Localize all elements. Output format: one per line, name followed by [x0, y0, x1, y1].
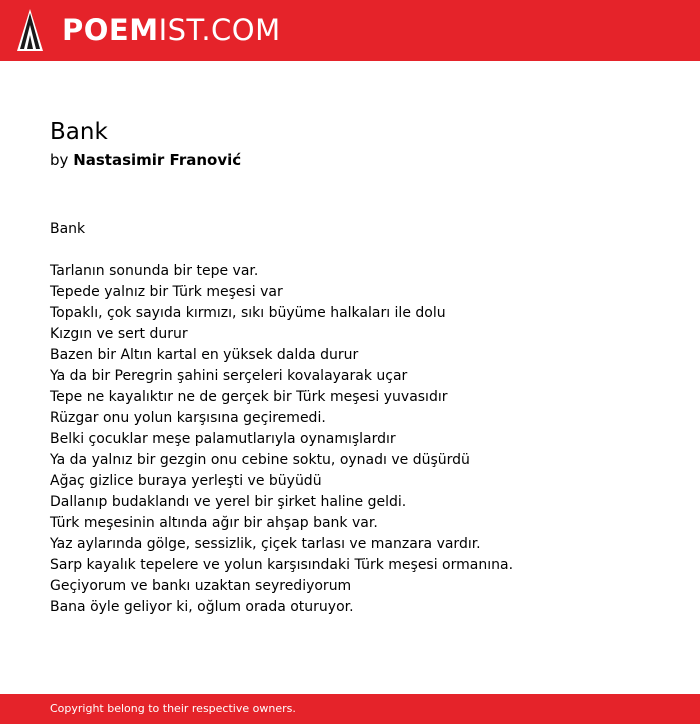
- poem-byline: [50, 150, 241, 170]
- site-header: [0, 0, 700, 61]
- poem-line: Belki çocuklar meşe palamutlarıyla oynamışlardır: [50, 431, 396, 447]
- poem-line: Yaz aylarında gölge, sessizlik, çiçek tarlası ve manzara vardır.: [50, 536, 481, 552]
- poem-heading: Bank: [50, 221, 86, 237]
- poem-line: Bana öyle geliyor ki, oğlum orada oturuyor.: [50, 599, 354, 615]
- poem-line: Tarlanın sonunda bir tepe var.: [50, 263, 259, 279]
- poem-line: Tepede yalnız bir Türk meşesi var: [50, 284, 283, 300]
- poem-line: Tepe ne kayalıktır ne de gerçek bir Türk meşesi yuvasıdır: [50, 389, 448, 405]
- copyright-text: Copyright belong to their respective owners.: [50, 702, 296, 715]
- poem-line: Ya da yalnız bir gezgin onu cebine soktu, oynadı ve düşürdü: [50, 452, 470, 468]
- poem-line: Ağaç gizlice buraya yerleşti ve büyüdü: [50, 473, 322, 489]
- logo-light-text: IST.COM: [158, 13, 281, 47]
- poem-line: Topaklı, çok sayıda kırmızı, sıkı büyüme halkaları ile dolu: [50, 305, 446, 321]
- site-logo[interactable]: [62, 12, 281, 48]
- poem-line: Sarp kayalık tepelere ve yolun karşısındaki Türk meşesi ormanına.: [50, 557, 514, 573]
- poem-line: Geçiyorum ve bankı uzaktan seyrediyorum: [50, 578, 352, 594]
- poem-line: Dallanıp budaklandı ve yerel bir şirket haline geldi.: [50, 494, 407, 510]
- by-label: by: [50, 151, 69, 169]
- poem-body: [50, 219, 670, 618]
- poem-line: Ya da bir Peregrin şahini serçeleri kovalayarak uçar: [50, 368, 408, 384]
- poem-line: Rüzgar onu yolun karşısına geçiremedi.: [50, 410, 326, 426]
- logo-bold-text: POEM: [62, 13, 159, 47]
- poem-line: Kızgın ve sert durur: [50, 326, 188, 342]
- pencil-tip-icon[interactable]: [17, 9, 43, 51]
- poem-title: Bank: [50, 119, 108, 145]
- poem-line: Türk meşesinin altında ağır bir ahşap bank var.: [50, 515, 378, 531]
- poem-line: Bazen bir Altın kartal en yüksek dalda durur: [50, 347, 359, 363]
- author-name[interactable]: Nastasimir Franović: [73, 151, 242, 169]
- stanza-spacer: [50, 240, 670, 261]
- poem-lines: [50, 261, 670, 618]
- site-footer: [0, 694, 700, 724]
